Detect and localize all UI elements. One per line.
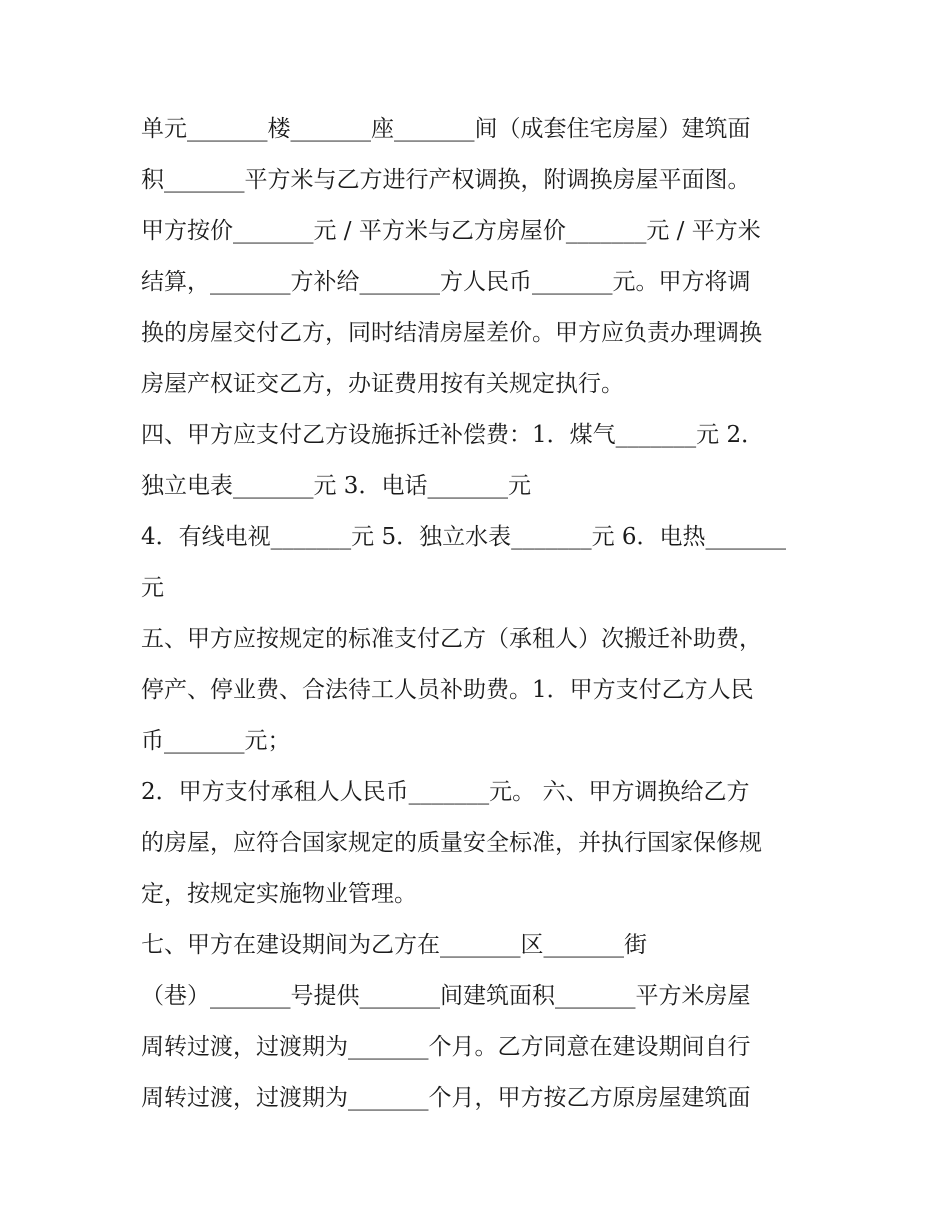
text-line: 房屋产权证交乙方，办证费用按有关规定执行。 (141, 371, 624, 397)
clause-four-line: 四、甲方应支付乙方设施拆迁补偿费：1．煤气_______元 2． (141, 422, 765, 448)
text-line: 周转过渡，过渡期为_______个月。乙方同意在建设期间自行 (141, 1034, 751, 1060)
contract-body (141, 104, 821, 1124)
text-line: 甲方按价_______元 / 平方米与乙方房屋价_______元 / 平方米 (141, 218, 761, 244)
text-line: 元 (141, 575, 164, 601)
text-line: 单元_______楼_______座_______间（成套住宅房屋）建筑面 (141, 116, 751, 142)
text-line: 周转过渡，过渡期为_______个月，甲方按乙方原房屋建筑面 (141, 1085, 751, 1111)
text-line: （巷）_______号提供_______间建筑面积_______平方米房屋 (141, 983, 751, 1009)
clause-seven-line: 七、甲方在建设期间为乙方在_______区_______街 (141, 932, 647, 958)
text-line: 的房屋，应符合国家规定的质量安全标准，并执行国家保修规 (141, 830, 762, 856)
text-line: 4．有线电视_______元 5．独立水表_______元 6．电热_______ (141, 524, 787, 550)
text-line: 积_______平方米与乙方进行产权调换，附调换房屋平面图。 (141, 167, 751, 193)
text-line: 换的房屋交付乙方，同时结清房屋差价。甲方应负责办理调换 (141, 320, 762, 346)
text-line: 停产、停业费、合法待工人员补助费。1．甲方支付乙方人民 (141, 677, 754, 703)
clause-six-line: 2．甲方支付承租人人民币_______元。 六、甲方调换给乙方 (141, 779, 750, 805)
clause-five-line: 五、甲方应按规定的标准支付乙方（承租人）次搬迁补助费， (141, 626, 762, 652)
text-line: 定，按规定实施物业管理。 (141, 881, 417, 907)
text-line: 结算，_______方补给_______方人民币_______元。甲方将调 (141, 269, 751, 295)
text-line: 币_______元； (141, 728, 291, 754)
text-line: 独立电表_______元 3．电话_______元 (141, 473, 531, 499)
